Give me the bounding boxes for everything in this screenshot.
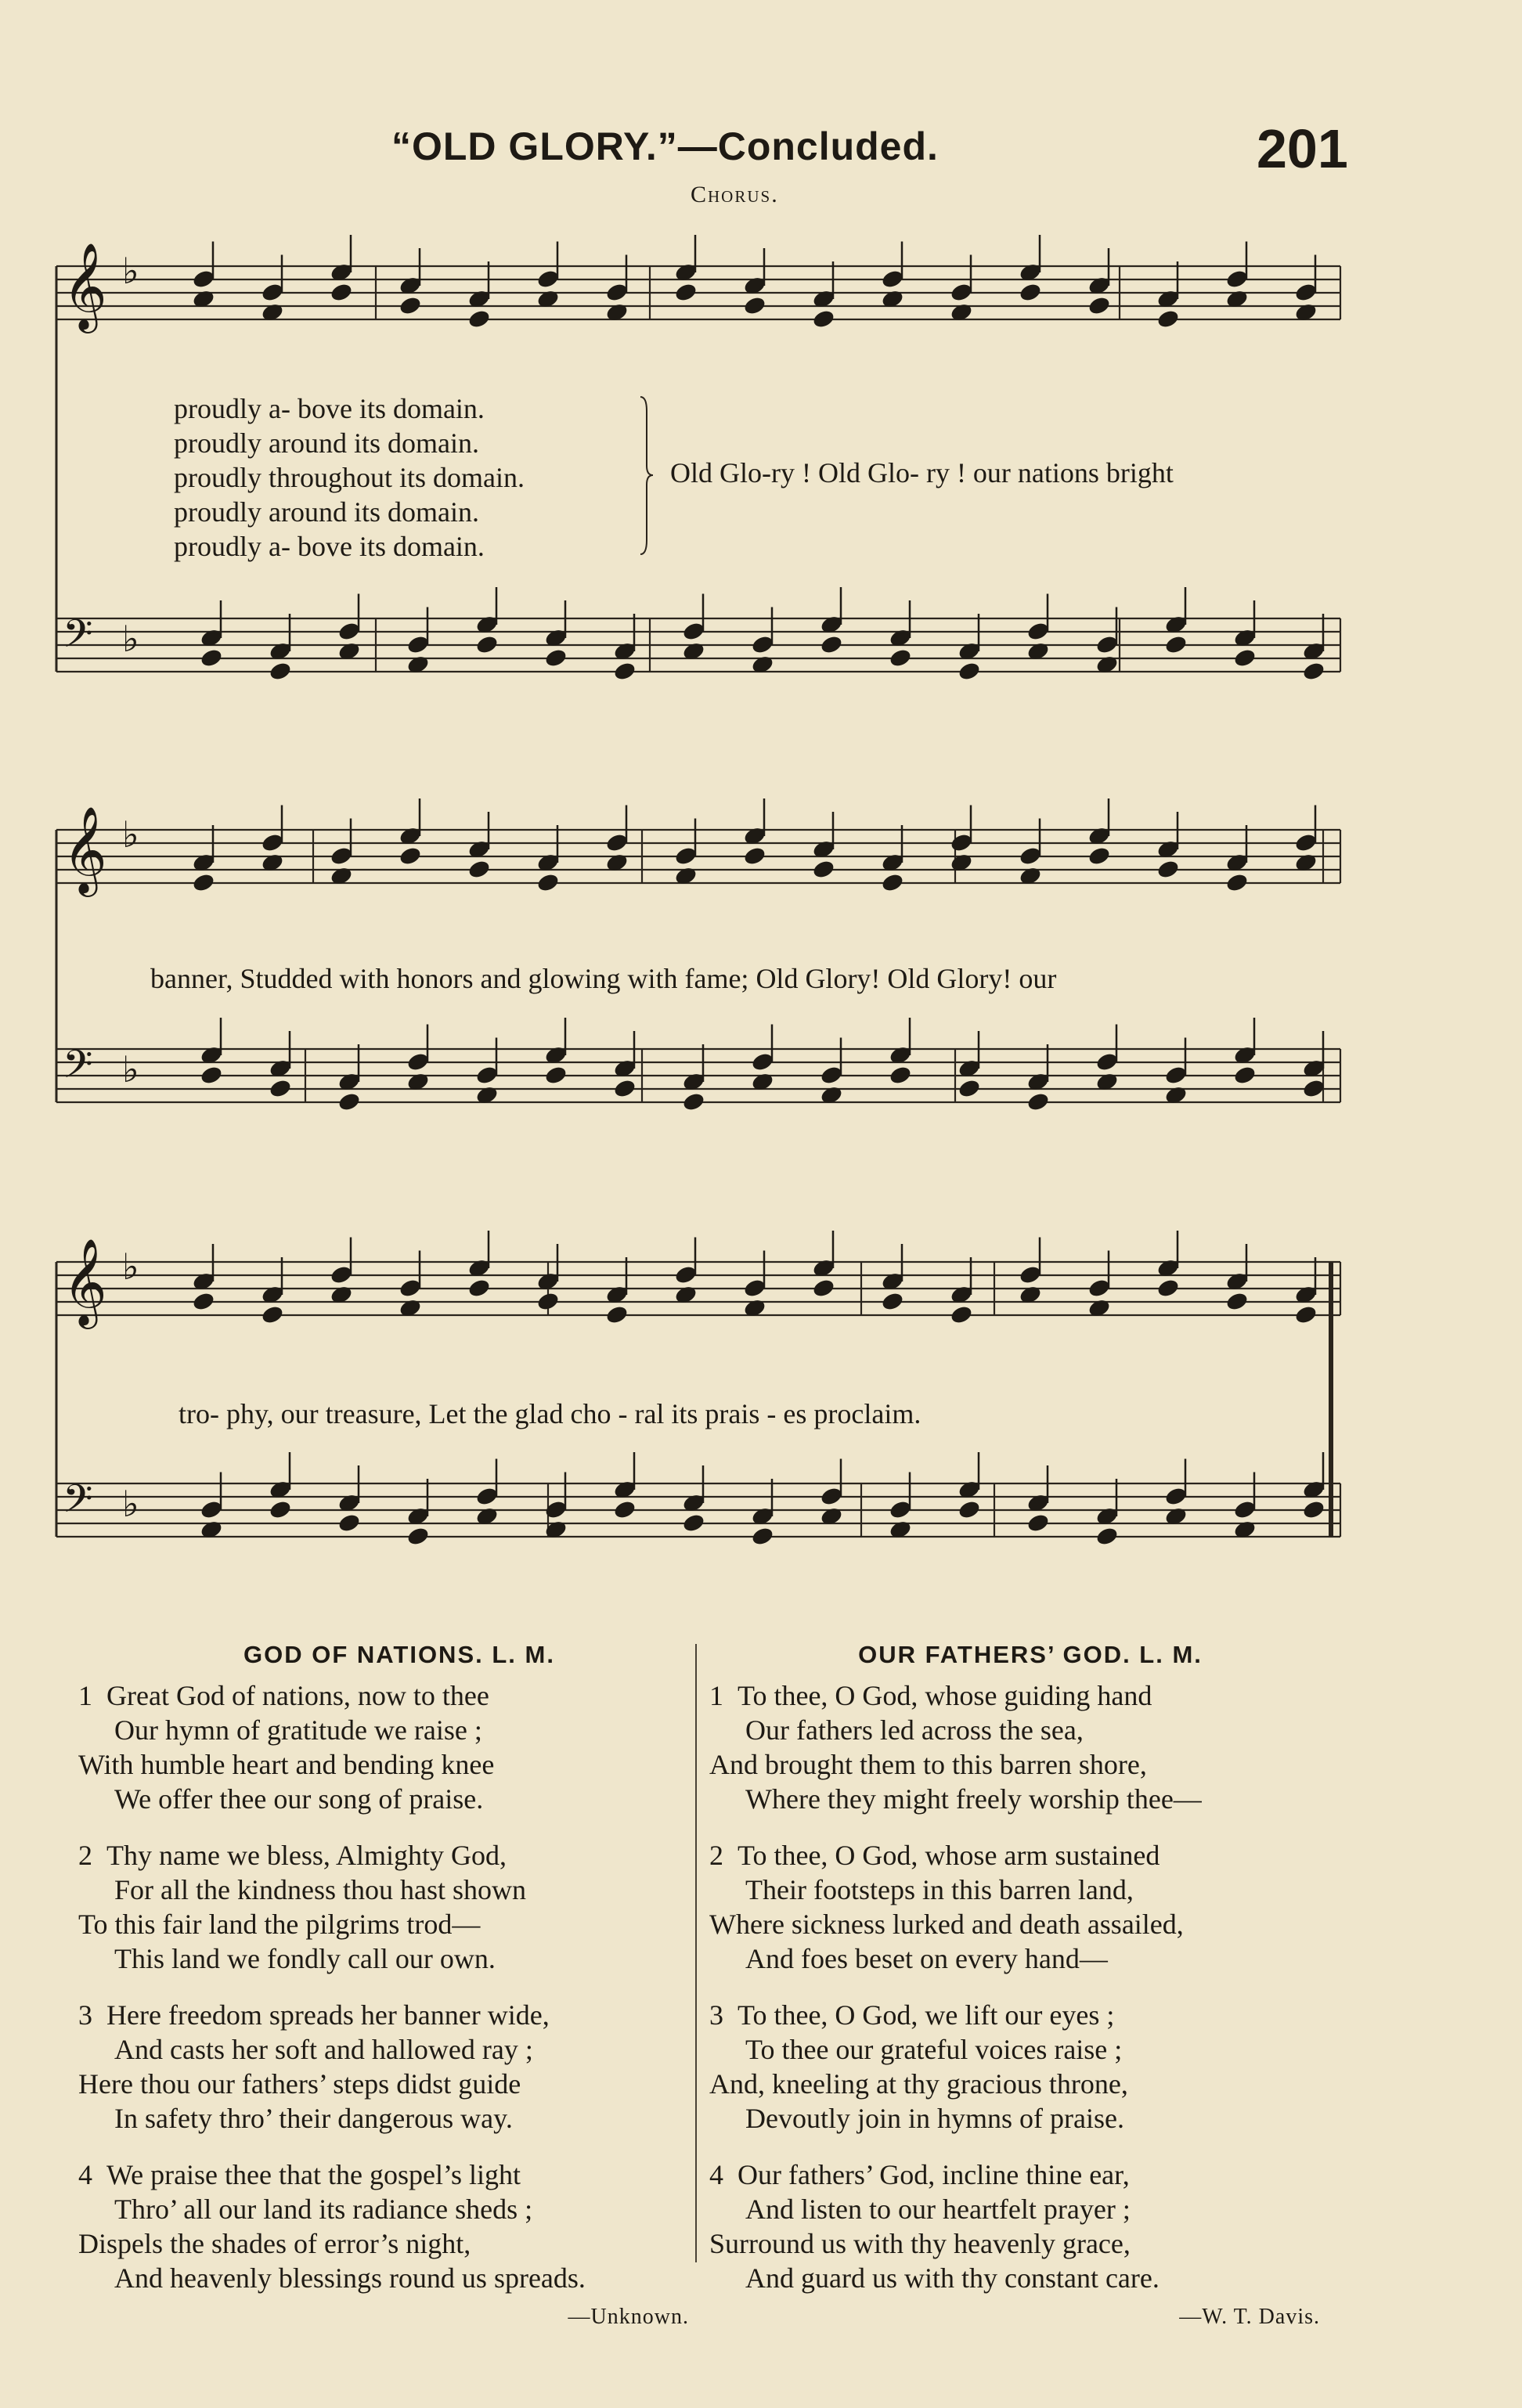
hymn-line: To this fair land the pilgrims trod—: [78, 1909, 481, 1940]
hymn-line: Where they might freely worship thee—: [745, 1783, 1202, 1815]
hymn-author: —W. T. Davis.: [1179, 2305, 1320, 2329]
verse-line: proudly throughout its domain.: [174, 462, 525, 493]
verse-line: proudly a- bove its domain.: [174, 393, 485, 424]
svg-text:♭: ♭: [122, 618, 139, 660]
hymn-line: We offer thee our song of praise.: [114, 1783, 484, 1815]
hymn-line: Dispels the shades of error’s night,: [78, 2228, 471, 2259]
svg-text:♭: ♭: [122, 1048, 139, 1090]
stanza-number: 2: [709, 1840, 723, 1871]
hymn-line: And guard us with thy constant care.: [745, 2262, 1160, 2294]
hymn-line: Great God of nations, now to thee: [106, 1680, 489, 1711]
page-number: 201: [1257, 118, 1348, 179]
hymn-line: And, kneeling at thy gracious throne,: [709, 2068, 1128, 2100]
verse-line: proudly around its domain.: [174, 427, 479, 459]
hymn-line: Our hymn of gratitude we raise ;: [114, 1714, 482, 1746]
hymn-line: We praise thee that the gospel’s light: [106, 2159, 521, 2190]
stanza-number: 2: [78, 1840, 92, 1871]
stanza-number: 3: [709, 1999, 723, 2031]
svg-text:𝄢: 𝄢: [63, 611, 93, 666]
svg-text:♭: ♭: [122, 1483, 139, 1525]
hymn-line: And heavenly blessings round us spreads.: [114, 2262, 586, 2294]
stanza-number: 1: [78, 1680, 92, 1711]
svg-text:𝄞: 𝄞: [63, 1238, 107, 1325]
lyric-brace: [639, 395, 655, 556]
hymn-line: To thee, O God, we lift our eyes ;: [738, 1999, 1115, 2031]
svg-text:𝄢: 𝄢: [63, 1042, 93, 1097]
hymn-line: Where sickness lurked and death assailed,: [709, 1909, 1184, 1940]
hymn-line: Thy name we bless, Almighty God,: [106, 1840, 507, 1871]
hymn-line: Here thou our fathers’ steps didst guide: [78, 2068, 521, 2100]
hymn-line: In safety thro’ their dangerous way.: [114, 2103, 513, 2134]
stanza: [78, 1838, 720, 1976]
verse-lyrics: [174, 391, 525, 564]
hymn-line: Their footsteps in this barren land,: [745, 1874, 1134, 1905]
stanza: [709, 2157, 1351, 2295]
stanza: [709, 1838, 1351, 1976]
hymn-line: With humble heart and bending knee: [78, 1749, 495, 1780]
hymn-title: GOD OF NATIONS. L. M.: [243, 1641, 555, 1668]
hymn-line: For all the kindness thou hast shown: [114, 1874, 526, 1905]
hymn-line: And casts her soft and hallowed ray ;: [114, 2034, 533, 2065]
hymn-line: And brought them to this barren shore,: [709, 1749, 1147, 1780]
svg-text:♭: ♭: [122, 813, 139, 856]
hymn-god-of-nations: [78, 1641, 720, 2330]
svg-text:𝄞: 𝄞: [63, 242, 107, 330]
lyric-line-3: tro- phy, our treasure, Let the glad cho - ral its prais - es proclaim.: [179, 1398, 921, 1429]
column-divider: [695, 1644, 697, 2262]
stanza-number: 3: [78, 1999, 92, 2031]
hymn-line: Our fathers led across the sea,: [745, 1714, 1084, 1746]
hymn-line: And foes beset on every hand—: [745, 1943, 1108, 1974]
hymn-line: This land we fondly call our own.: [114, 1943, 496, 1974]
verse-line: proudly around its domain.: [174, 496, 479, 528]
stanza: [78, 2157, 720, 2295]
stanza: [709, 1998, 1351, 2136]
chorus-label: Chorus.: [691, 182, 779, 207]
svg-text:♭: ♭: [122, 1245, 139, 1288]
svg-text:♭: ♭: [122, 250, 139, 292]
chorus-lyric-line-1: Old Glo-ry ! Old Glo- ry ! our nations bright: [670, 457, 1174, 488]
page-title: “OLD GLORY.”—Concluded.: [391, 124, 939, 168]
hymn-line: Surround us with thy heavenly grace,: [709, 2228, 1131, 2259]
hymn-our-fathers-god: [709, 1641, 1351, 2330]
hymn-line: Thro’ all our land its radiance sheds ;: [114, 2194, 533, 2225]
verse-line: proudly a- bove its domain.: [174, 531, 485, 562]
stanza-number: 4: [78, 2159, 92, 2190]
stanza: [709, 1678, 1351, 1816]
hymn-line: Our fathers’ God, incline thine ear,: [738, 2159, 1130, 2190]
svg-text:𝄢: 𝄢: [63, 1476, 93, 1531]
stanza-number: 1: [709, 1680, 723, 1711]
hymn-line: Devoutly join in hymns of praise.: [745, 2103, 1124, 2134]
hymn-line: And listen to our heartfelt prayer ;: [745, 2194, 1131, 2225]
hymn-title: OUR FATHERS’ GOD. L. M.: [858, 1641, 1203, 1668]
stanza: [78, 1678, 720, 1816]
stanza: [78, 1998, 720, 2136]
stanza-number: 4: [709, 2159, 723, 2190]
hymn-line: To thee, O God, whose arm sustained: [738, 1840, 1160, 1871]
lyric-line-2: banner, Studded with honors and glowing with fame; Old Glory! Old Glory! our: [150, 963, 1057, 994]
hymn-author: —Unknown.: [568, 2305, 689, 2329]
hymn-line: Here freedom spreads her banner wide,: [106, 1999, 550, 2031]
hymn-line: To thee our grateful voices raise ;: [745, 2034, 1123, 2065]
svg-text:𝄞: 𝄞: [63, 806, 107, 893]
hymn-line: To thee, O God, whose guiding hand: [738, 1680, 1152, 1711]
